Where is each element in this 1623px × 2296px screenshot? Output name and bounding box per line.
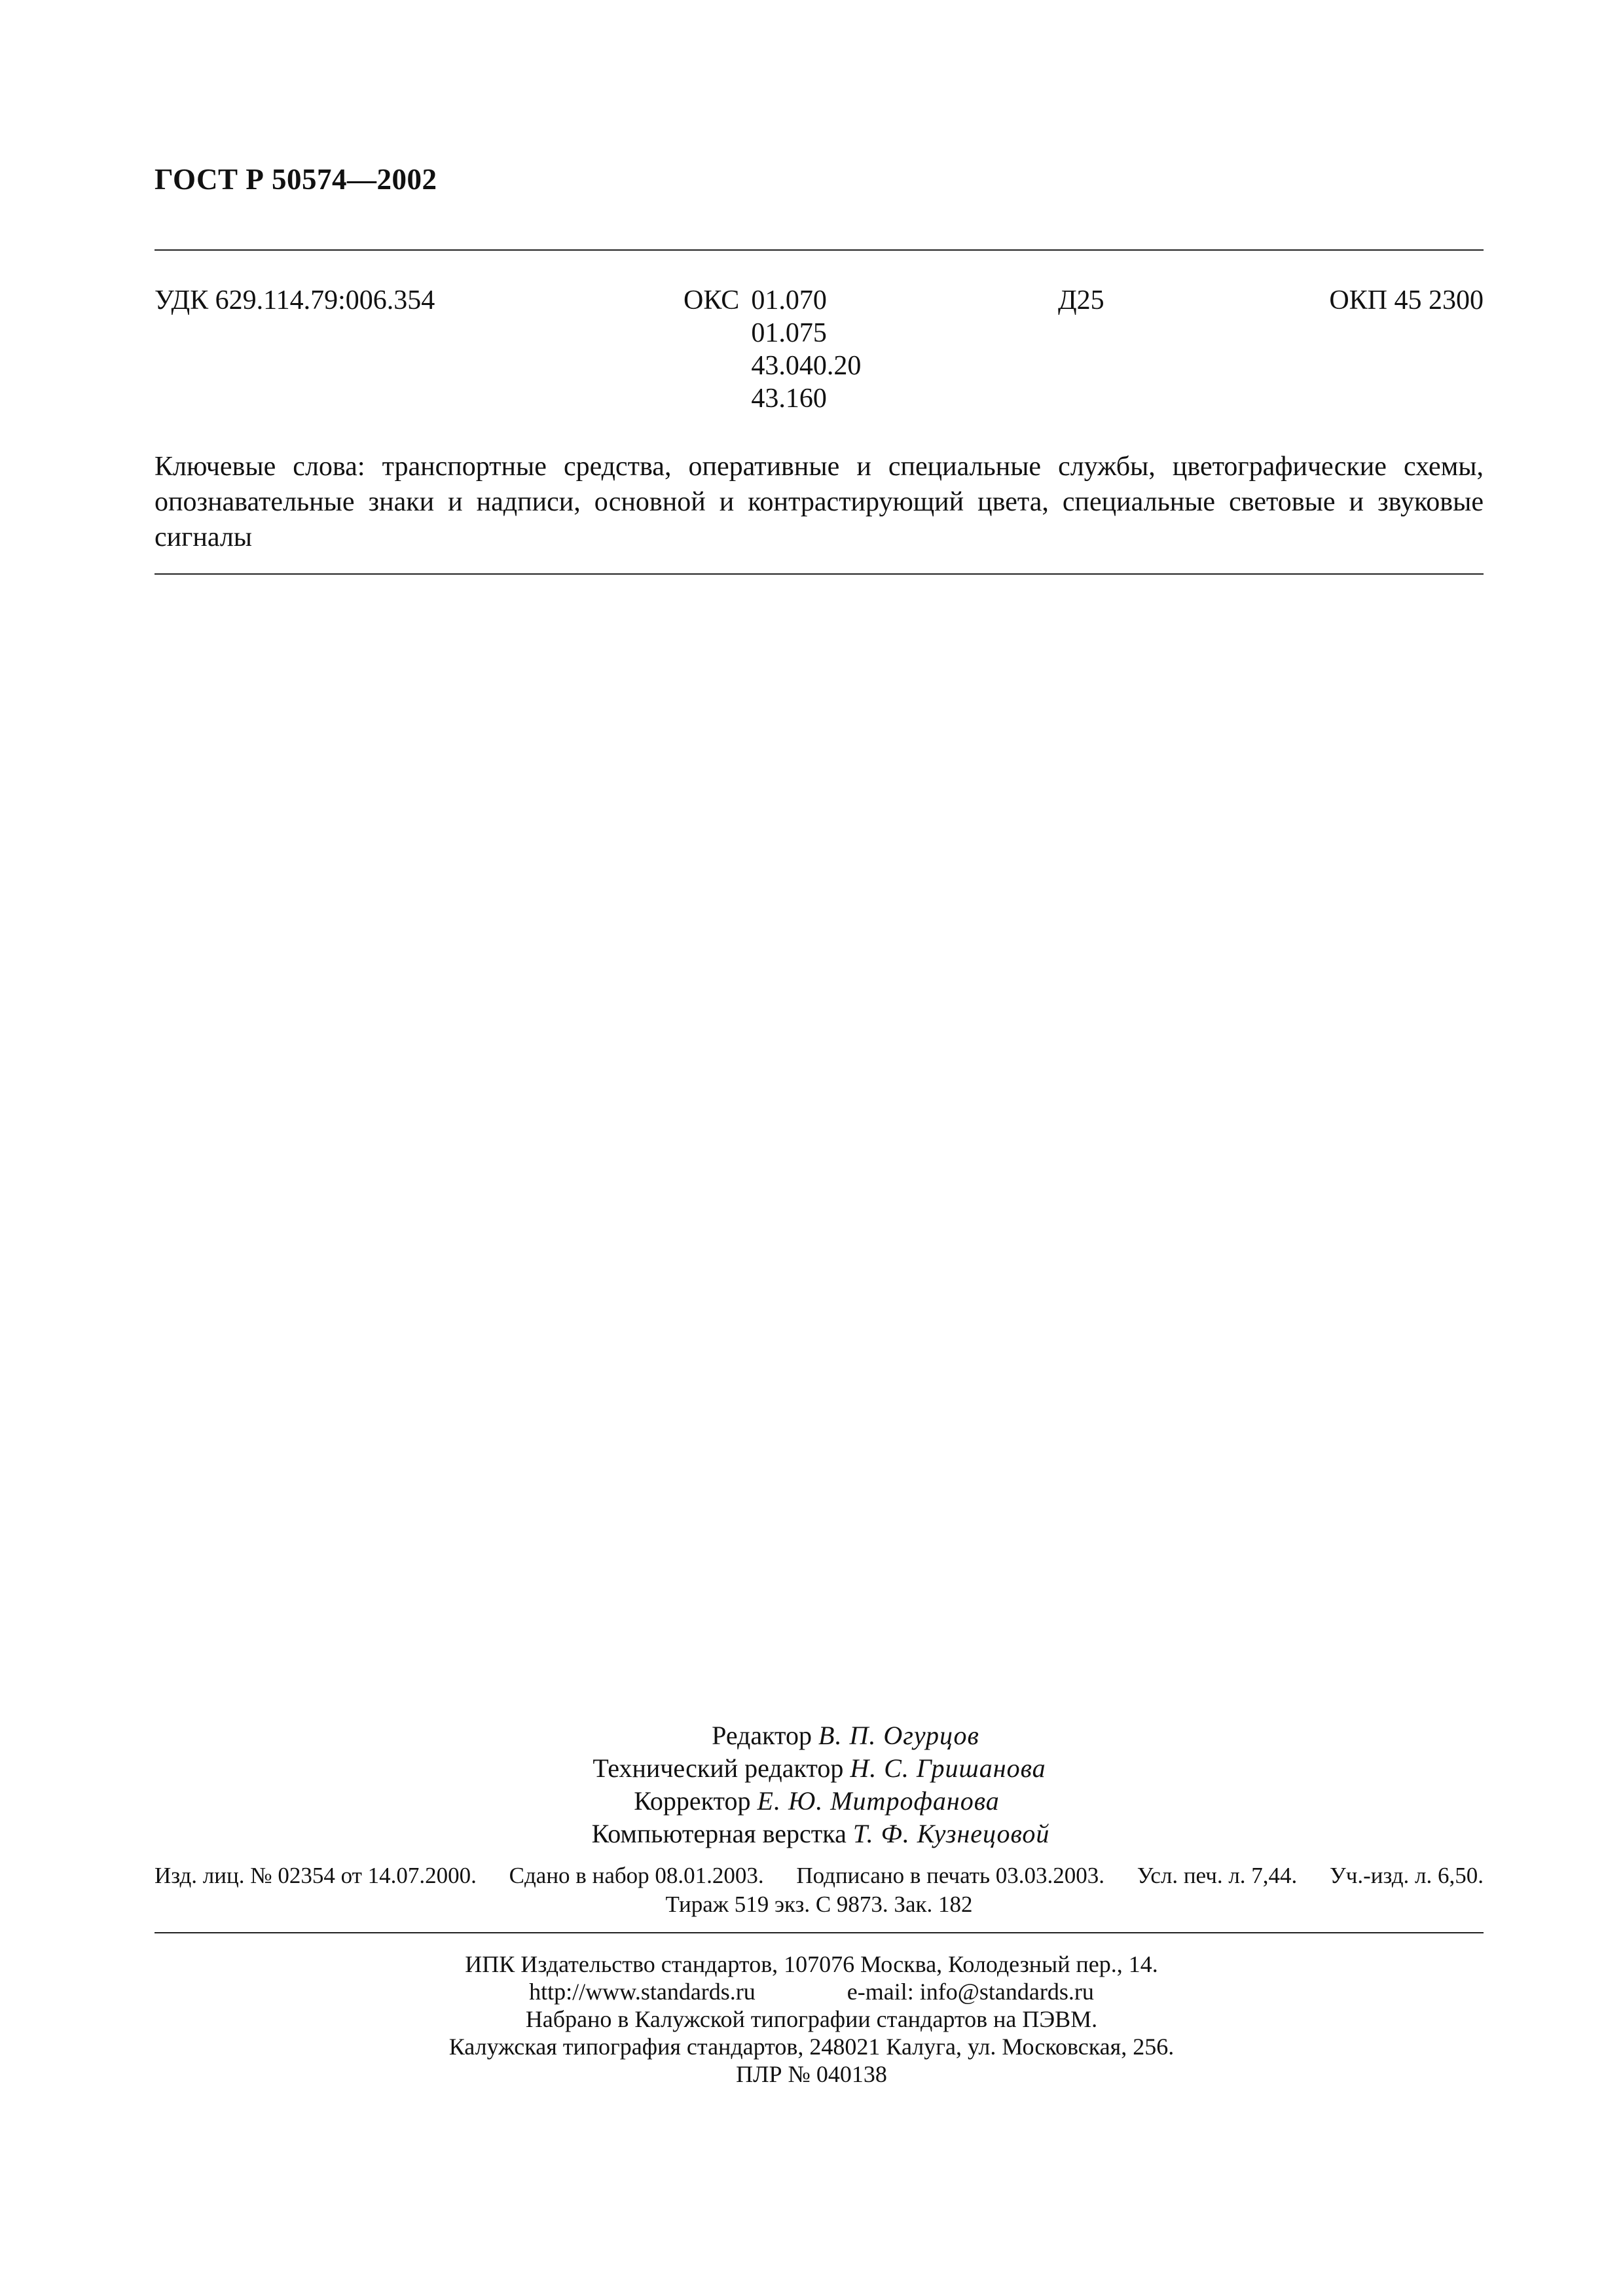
udk-code: УДК 629.114.79:006.354 xyxy=(155,285,435,315)
imprint-line xyxy=(155,1861,1484,1890)
okp-code: ОКП 45 2300 xyxy=(1329,285,1484,315)
d-code: Д25 xyxy=(1058,285,1104,315)
imprint-pub-sheets: Уч.-изд. л. 6,50. xyxy=(1330,1863,1484,1888)
publisher-contacts xyxy=(0,1978,1623,2005)
oks-code: 01.075 xyxy=(751,318,827,348)
credit-name: Н. С. Гришанова xyxy=(850,1753,1046,1783)
credit-tech-editor xyxy=(8,1752,1623,1785)
credit-role: Технический редактор xyxy=(593,1753,844,1783)
oks-block xyxy=(684,284,861,415)
oks-code: 43.040.20 xyxy=(751,351,862,381)
credit-name: В. П. Огурцов xyxy=(818,1721,979,1750)
publisher-typeset-note: Набрано в Калужской типографии стандартов на ПЭВМ. xyxy=(525,2006,1098,2032)
top-divider xyxy=(155,249,1484,251)
publisher-plr: ПЛР № 040138 xyxy=(736,2061,887,2087)
credit-role: Корректор xyxy=(634,1786,751,1816)
publisher-website: http://www.standards.ru xyxy=(529,1979,756,2005)
publisher-email: e-mail: info@standards.ru xyxy=(847,1979,1094,2005)
imprint-print-sheets: Усл. печ. л. 7,44. xyxy=(1137,1863,1298,1888)
credit-name: Е. Ю. Митрофанова xyxy=(757,1786,1000,1816)
credit-layout xyxy=(9,1818,1623,1850)
oks-code: 43.160 xyxy=(751,384,827,414)
publisher-address: ИПК Издательство стандартов, 107076 Москва, Колодезный пер., 14. xyxy=(465,1951,1158,1977)
oks-code: 01.070 xyxy=(751,285,827,315)
credits-block xyxy=(0,1719,1623,1850)
credit-role: Редактор xyxy=(712,1721,812,1750)
oks-label: ОКС xyxy=(684,285,740,315)
credit-name: Т. Ф. Кузнецовой xyxy=(852,1819,1050,1848)
imprint-divider xyxy=(155,1932,1484,1933)
imprint-license: Изд. лиц. № 02354 от 14.07.2000. xyxy=(155,1863,477,1888)
imprint-run: Тираж 519 экз. С 9873. Зак. 182 xyxy=(665,1892,973,1917)
publisher-block xyxy=(0,1950,1623,2088)
keywords-paragraph: Ключевые слова: транспортные средства, оперативные и специальные службы, цветографические схемы, опознавательные знаки и надписи, основной и контрастирующий цвета, специальные световые и звуковые сигналы xyxy=(155,452,1484,552)
credit-proofreader xyxy=(5,1785,1623,1818)
credit-role: Компьютерная верстка xyxy=(591,1819,847,1848)
oks-codes xyxy=(751,284,861,415)
keywords-divider xyxy=(155,573,1484,575)
publisher-printer: Калужская типография стандартов, 248021 Калуга, ул. Московская, 256. xyxy=(448,2034,1175,2060)
standard-code: ГОСТ Р 50574—2002 xyxy=(155,163,437,196)
imprint-block xyxy=(155,1861,1484,1919)
credit-editor xyxy=(34,1719,1623,1752)
imprint-typeset: Сдано в набор 08.01.2003. xyxy=(509,1863,764,1888)
imprint-signed: Подписано в печать 03.03.2003. xyxy=(796,1863,1105,1888)
